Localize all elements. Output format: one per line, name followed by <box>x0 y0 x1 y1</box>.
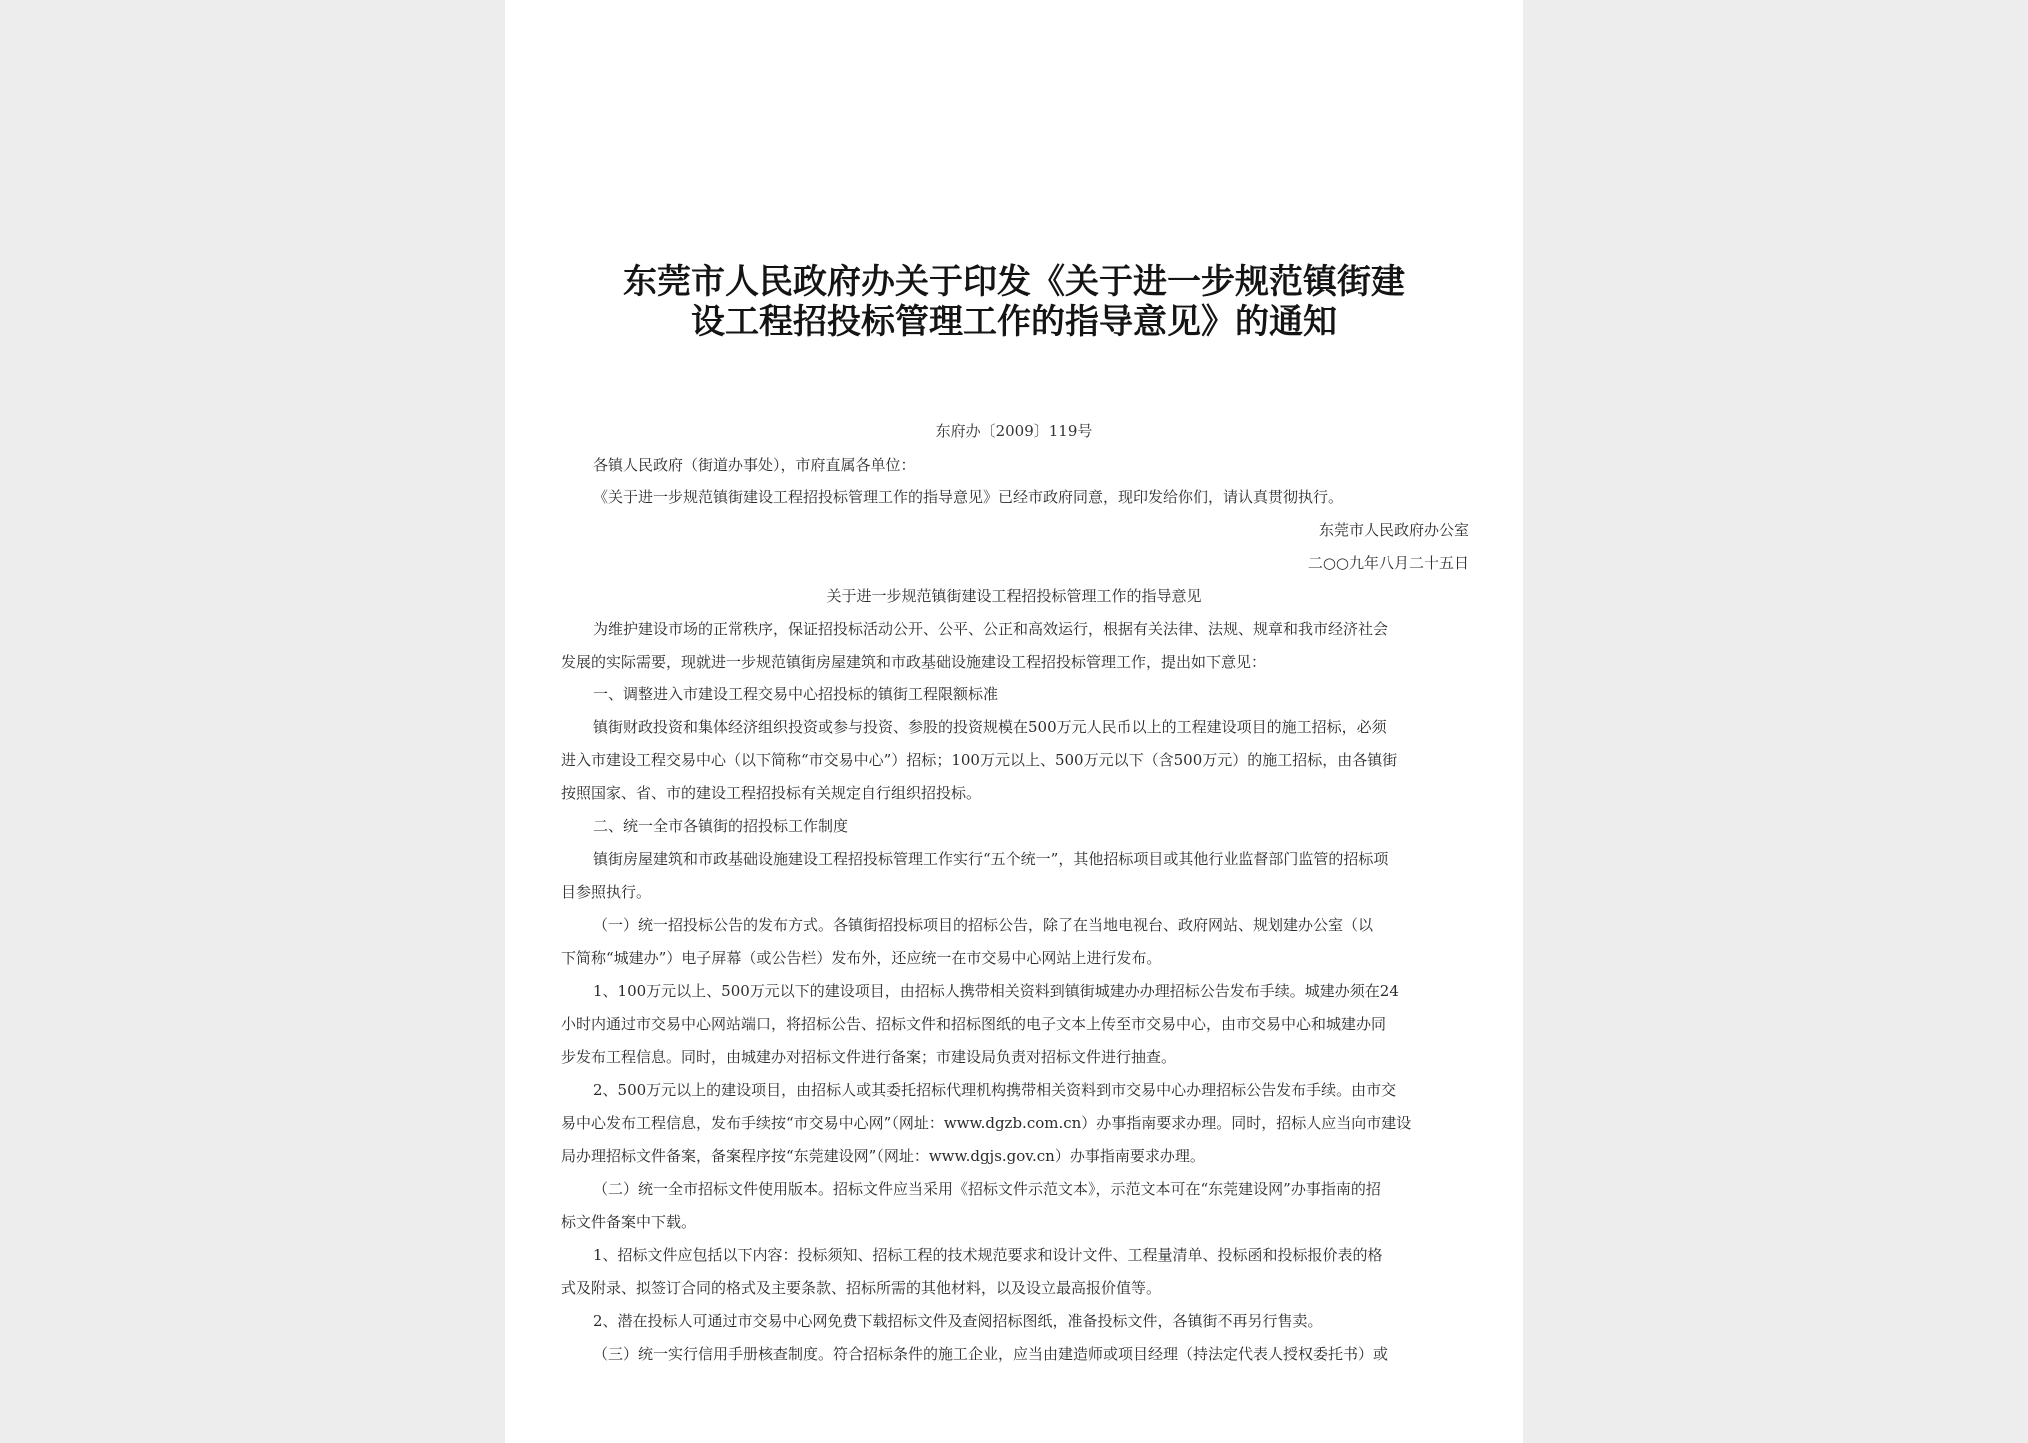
body-line: 局办理招标文件备案，备案程序按“东莞建设网”（网址：www.dgjs.gov.cn）办事指南要求办理。 <box>561 1147 1205 1165</box>
document-number: 东府办〔2009〕119号 <box>935 422 1093 440</box>
document-page <box>505 0 1523 1443</box>
body-line: （三）统一实行信用手册核查制度。符合招标条件的施工企业，应当由建造师或项目经理（持法定代表人授权委托书）或 <box>593 1345 1389 1363</box>
body-line: 1、100万元以上、500万元以下的建设项目，由招标人携带相关资料到镇街城建办办理招标公告发布手续。城建办须在24 <box>593 982 1399 1000</box>
body-line: 小时内通过市交易中心网站端口，将招标公告、招标文件和招标图纸的电子文本上传至市交易中心，由市交易中心和城建办同 <box>561 1015 1387 1033</box>
title-line-2: 设工程招投标管理工作的指导意见》的通知 <box>691 302 1337 342</box>
title-line-1: 东莞市人民政府办关于印发《关于进一步规范镇街建 <box>623 262 1405 302</box>
body-line: 下简称“城建办”）电子屏幕（或公告栏）发布外，还应统一在市交易中心网站上进行发布。 <box>561 949 1162 967</box>
section-heading-1: 一、调整进入市建设工程交易中心招投标的镇街工程限额标准 <box>593 685 999 703</box>
issue-date: 二○○九年八月二十五日 <box>1307 554 1469 572</box>
body-line: 进入市建设工程交易中心（以下简称“市交易中心”）招标；100万元以上、500万元以下（含500万元）的施工招标，由各镇街 <box>561 751 1398 769</box>
body-line: 步发布工程信息。同时，由城建办对招标文件进行备案；市建设局负责对招标文件进行抽查。 <box>561 1048 1177 1066</box>
body-line: 镇街财政投资和集体经济组织投资或参与投资、参股的投资规模在500万元人民币以上的工程建设项目的施工招标，必须 <box>593 718 1387 736</box>
body-line: （一）统一招投标公告的发布方式。各镇街招投标项目的招标公告，除了在当地电视台、政府网站、规划建办公室（以 <box>593 916 1374 934</box>
body-line: （二）统一全市招标文件使用版本。招标文件应当采用《招标文件示范文本》，示范文本可在“东莞建设网”办事指南的招 <box>593 1180 1381 1198</box>
subtitle: 关于进一步规范镇街建设工程招投标管理工作的指导意见 <box>826 587 1202 605</box>
body-line: 2、潜在投标人可通过市交易中心网免费下载招标文件及查阅招标图纸，准备投标文件，各镇街不再另行售卖。 <box>593 1312 1323 1330</box>
body-line: 镇街房屋建筑和市政基础设施建设工程招投标管理工作实行“五个统一”，其他招标项目或其他行业监督部门监管的招标项 <box>593 850 1389 868</box>
intro-paragraph: 《关于进一步规范镇街建设工程招投标管理工作的指导意见》已经市政府同意，现印发给你们，请认真贯彻执行。 <box>593 488 1344 506</box>
body-line: 2、500万元以上的建设项目，由招标人或其委托招标代理机构携带相关资料到市交易中心办理招标公告发布手续。由市交 <box>593 1081 1397 1099</box>
body-line: 标文件备案中下载。 <box>561 1213 697 1231</box>
body-line: 发展的实际需要，现就进一步规范镇街房屋建筑和市政基础设施建设工程招投标管理工作，提出如下意见： <box>561 653 1267 671</box>
body-line: 按照国家、省、市的建设工程招投标有关规定自行组织招投标。 <box>561 784 982 802</box>
body-line: 目参照执行。 <box>561 883 652 901</box>
body-line: 为维护建设市场的正常秩序，保证招投标活动公开、公平、公正和高效运行，根据有关法律、法规、规章和我市经济社会 <box>593 620 1389 638</box>
issuer: 东莞市人民政府办公室 <box>1318 521 1469 539</box>
document-title <box>505 262 1523 342</box>
addressee: 各镇人民政府（街道办事处），市府直属各单位： <box>593 456 916 474</box>
section-heading-2: 二、统一全市各镇街的招投标工作制度 <box>593 817 849 835</box>
body-line: 易中心发布工程信息，发布手续按“市交易中心网”（网址：www.dgzb.com.cn）办事指南要求办理。同时，招标人应当向市建设 <box>561 1114 1412 1132</box>
body-line: 1、招标文件应包括以下内容：投标须知、招标工程的技术规范要求和设计文件、工程量清单、投标函和投标报价表的格 <box>593 1246 1383 1264</box>
body-line: 式及附录、拟签订合同的格式及主要条款、招标所需的其他材料，以及设立最高报价值等。 <box>561 1279 1162 1297</box>
